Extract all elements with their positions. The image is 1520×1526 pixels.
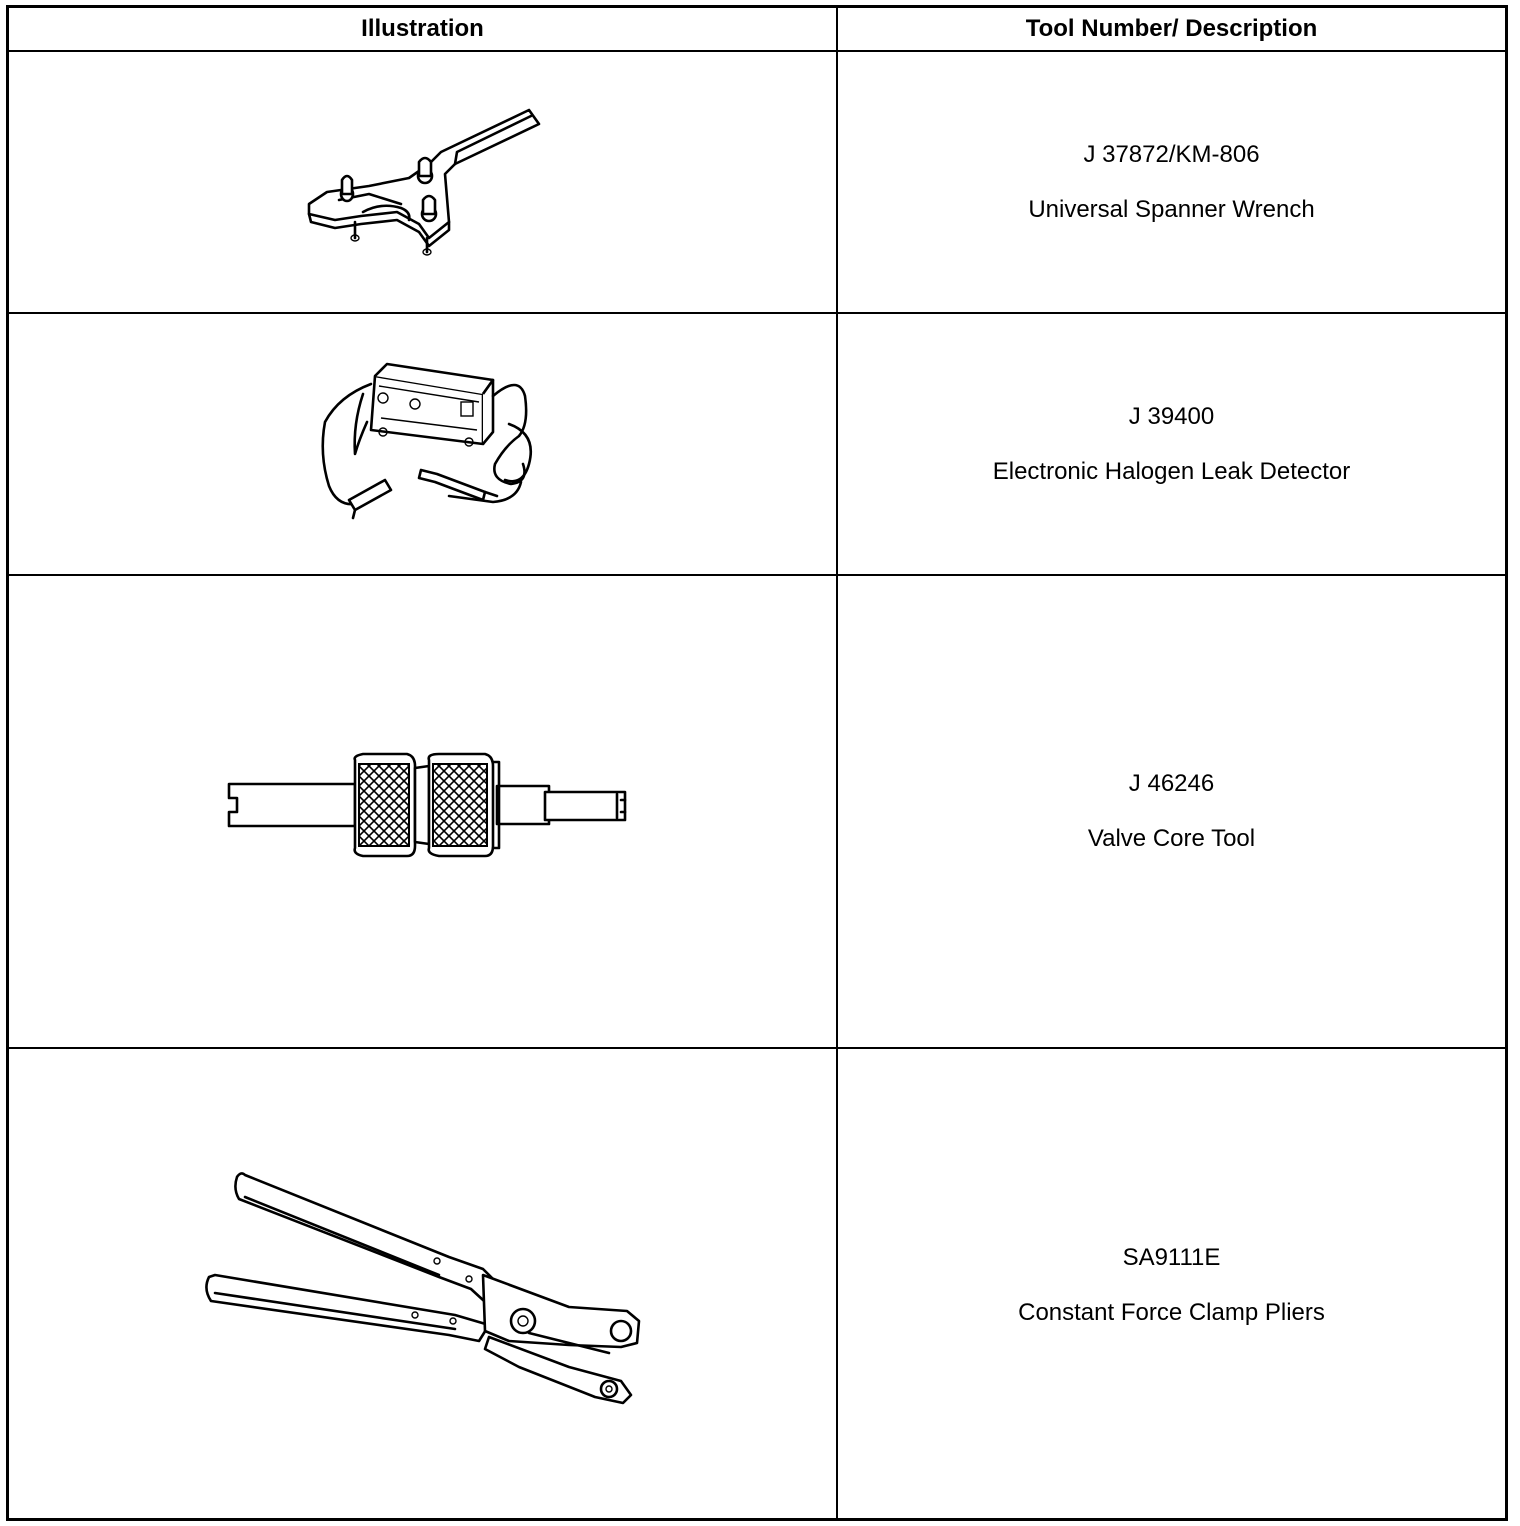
tool-description: Electronic Halogen Leak Detector bbox=[992, 457, 1351, 485]
tool-number: SA9111E bbox=[1122, 1243, 1221, 1271]
tool-number: J 46246 bbox=[1128, 770, 1215, 797]
table-row bbox=[838, 52, 1505, 312]
tool-description: Constant Force Clamp Pliers bbox=[1018, 1298, 1325, 1326]
special-tools-table bbox=[6, 5, 1508, 1521]
table-row bbox=[838, 314, 1505, 574]
table-row-illustration bbox=[9, 576, 836, 1047]
table-row-illustration bbox=[9, 52, 836, 312]
clamp-pliers-icon bbox=[9, 1049, 836, 1521]
table-row bbox=[838, 576, 1505, 1047]
tool-description: Valve Core Tool bbox=[1087, 825, 1256, 852]
tool-number: J 37872/KM-806 bbox=[1083, 140, 1260, 168]
table-row-illustration bbox=[9, 314, 836, 574]
table-row bbox=[838, 1049, 1505, 1521]
tool-description: Universal Spanner Wrench bbox=[1028, 195, 1315, 223]
table-row-illustration bbox=[9, 1049, 836, 1521]
header-illustration: Illustration bbox=[361, 15, 484, 42]
tool-number: J 39400 bbox=[1128, 402, 1215, 430]
valve-core-tool-icon bbox=[9, 576, 836, 1047]
header-tool-description: Tool Number/ Description bbox=[1025, 15, 1318, 42]
spanner-wrench-icon bbox=[9, 52, 836, 312]
leak-detector-icon bbox=[9, 314, 836, 574]
